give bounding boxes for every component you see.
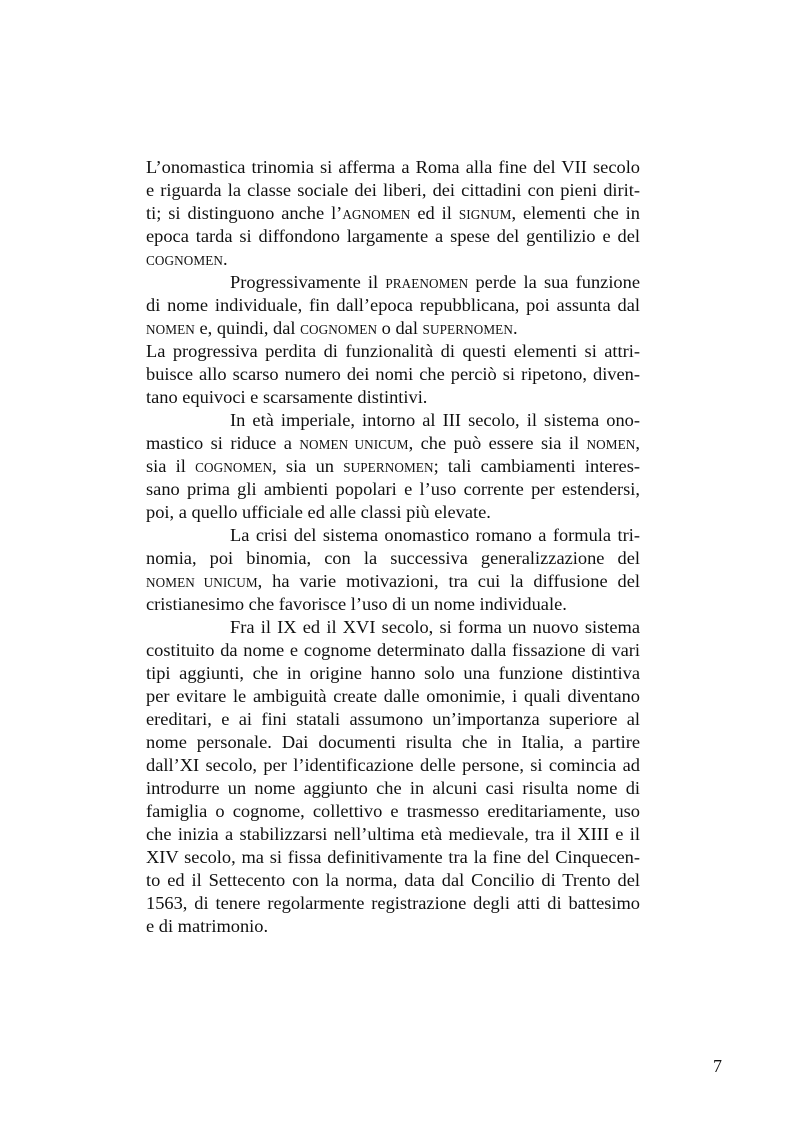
document-body bbox=[146, 156, 640, 938]
text-run: dall’XI secolo, per l’identificazione delle persone, si comincia ad bbox=[146, 755, 640, 775]
text-line bbox=[146, 616, 640, 639]
small-caps-term: COGNOMEN bbox=[300, 322, 378, 337]
text-run: La crisi del sistema onomastico romano a formula tri- bbox=[230, 525, 640, 545]
text-run: famiglia o cognome, collettivo e trasmesso ereditariamente, uso bbox=[146, 801, 640, 821]
text-run: o dal bbox=[377, 318, 423, 338]
text-line bbox=[146, 340, 640, 363]
text-line bbox=[146, 547, 640, 570]
small-caps-term: SUPERNOMEN bbox=[343, 460, 434, 475]
text-run: In età imperiale, intorno al III secolo, il sistema ono- bbox=[230, 410, 640, 430]
small-caps-term: NOMEN bbox=[146, 322, 195, 337]
text-run: poi, a quello ufficiale ed alle classi più elevate. bbox=[146, 502, 491, 522]
small-caps-term: PRAENOMEN bbox=[385, 276, 469, 291]
text-run: Fra il IX ed il XVI secolo, si forma un nuovo sistema bbox=[230, 617, 640, 637]
text-run: e di matrimonio. bbox=[146, 916, 269, 936]
text-line bbox=[146, 271, 640, 294]
text-line bbox=[146, 639, 640, 662]
text-line bbox=[146, 823, 640, 846]
text-run: L’onomastica trinomia si afferma a Roma alla fine del VII secolo bbox=[146, 157, 640, 177]
small-caps-term: NOMEN bbox=[586, 437, 636, 452]
text-line bbox=[146, 662, 640, 685]
text-run: buisce allo scarso numero dei nomi che perciò si ripetono, diven- bbox=[146, 364, 640, 384]
text-run: cristianesimo che favorisce l’uso di un nome individuale. bbox=[146, 594, 567, 614]
text-line bbox=[146, 248, 640, 271]
text-line bbox=[146, 386, 640, 409]
text-line bbox=[146, 524, 640, 547]
text-run: e riguarda la classe sociale dei liberi, dei cittadini con pieni dirit- bbox=[146, 180, 640, 200]
small-caps-term: NOMEN UNICUM bbox=[299, 437, 409, 452]
paragraph bbox=[146, 156, 640, 271]
small-caps-term: NOMEN UNICUM bbox=[146, 575, 258, 590]
text-run: , sia un bbox=[272, 456, 344, 476]
text-line bbox=[146, 317, 640, 340]
text-line bbox=[146, 708, 640, 731]
text-run: tano equivoci e scarsamente distintivi. bbox=[146, 387, 428, 407]
text-line bbox=[146, 754, 640, 777]
text-run: e, quindi, dal bbox=[194, 318, 301, 338]
text-line bbox=[146, 869, 640, 892]
small-caps-term: SIGNUM bbox=[458, 207, 512, 222]
text-line bbox=[146, 179, 640, 202]
text-line bbox=[146, 892, 640, 915]
text-line bbox=[146, 685, 640, 708]
paragraph bbox=[146, 340, 640, 409]
text-run: , bbox=[635, 433, 640, 453]
text-line bbox=[146, 294, 640, 317]
text-run: nomia, poi binomia, con la successiva generalizzazione del bbox=[146, 548, 640, 568]
text-line bbox=[146, 846, 640, 869]
text-run: epoca tarda si diffondono largamente a spese del gentilizio e del bbox=[146, 226, 640, 246]
small-caps-term: COGNOMEN bbox=[195, 460, 273, 475]
text-line bbox=[146, 731, 640, 754]
text-run: mastico si riduce a bbox=[146, 433, 300, 453]
text-run: nome personale. Dai documenti risulta che in Italia, a partire bbox=[146, 732, 640, 752]
text-run: to ed il Settecento con la norma, data dal Concilio di Trento del bbox=[146, 870, 640, 890]
paragraph bbox=[146, 271, 640, 340]
text-run: , che può essere sia il bbox=[408, 433, 587, 453]
paragraph bbox=[146, 616, 640, 938]
text-run: , ha varie motivazioni, tra cui la diffusione del bbox=[257, 571, 640, 591]
text-run: ed il bbox=[410, 203, 459, 223]
text-run: . bbox=[223, 249, 228, 269]
text-run: tipi aggiunti, che in origine hanno solo una funzione distintiva bbox=[146, 663, 640, 683]
text-line bbox=[146, 363, 640, 386]
text-line bbox=[146, 777, 640, 800]
small-caps-term: SUPERNOMEN bbox=[422, 322, 513, 337]
text-run: sia il bbox=[146, 456, 196, 476]
text-run: che inizia a stabilizzarsi nell’ultima età medievale, tra il XIII e il bbox=[146, 824, 640, 844]
text-run: ereditari, e ai fini statali assumono un’importanza superiore al bbox=[146, 709, 640, 729]
text-line bbox=[146, 478, 640, 501]
text-line bbox=[146, 409, 640, 432]
text-line bbox=[146, 455, 640, 478]
text-line bbox=[146, 915, 640, 938]
text-run: costituito da nome e cognome determinato dalla fissazione di vari bbox=[146, 640, 640, 660]
text-run: per evitare le ambiguità create dalle omonimie, i quali diventano bbox=[146, 686, 640, 706]
text-run: XIV secolo, ma si fissa definitivamente tra la fine del Cinquecen- bbox=[146, 847, 640, 867]
text-run: La progressiva perdita di funzionalità di questi elementi si attri- bbox=[146, 341, 640, 361]
text-line bbox=[146, 156, 640, 179]
text-line bbox=[146, 225, 640, 248]
text-run: perde la sua funzione bbox=[468, 272, 640, 292]
page-number: 7 bbox=[713, 1056, 722, 1076]
text-line bbox=[146, 570, 640, 593]
text-line bbox=[146, 800, 640, 823]
text-line bbox=[146, 593, 640, 616]
text-run: , elementi che in bbox=[511, 203, 640, 223]
paragraph bbox=[146, 524, 640, 616]
text-line bbox=[146, 202, 640, 225]
small-caps-term: COGNOMEN bbox=[146, 253, 223, 268]
text-run: sano prima gli ambienti popolari e l’uso corrente per estendersi, bbox=[146, 479, 640, 499]
paragraph bbox=[146, 409, 640, 524]
text-run: introdurre un nome aggiunto che in alcuni casi risulta nome di bbox=[146, 778, 640, 798]
text-line bbox=[146, 501, 640, 524]
text-run: ti; si distinguono anche l’ bbox=[146, 203, 343, 223]
text-run: ; tali cambiamenti interes- bbox=[433, 456, 640, 476]
text-run: di nome individuale, fin dall’epoca repubblicana, poi assunta dal bbox=[146, 295, 640, 315]
text-run: . bbox=[512, 318, 518, 338]
text-run: 1563, di tenere regolarmente registrazione degli atti di battesimo bbox=[146, 893, 640, 913]
text-line bbox=[146, 432, 640, 455]
text-run: Progressivamente il bbox=[230, 272, 386, 292]
small-caps-term: AGNOMEN bbox=[342, 207, 411, 222]
